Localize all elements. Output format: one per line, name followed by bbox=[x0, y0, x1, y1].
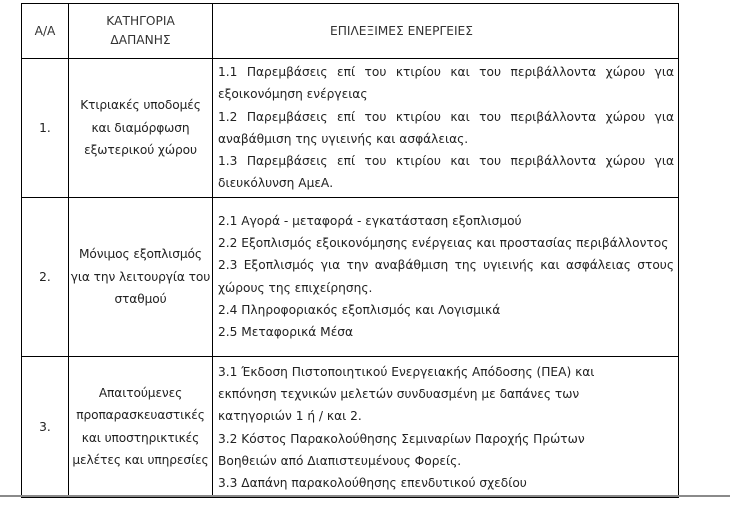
header-eligible-actions: ΕΠΙΛΕΞΙΜΕΣ ΕΝΕΡΓΕΙΕΣ bbox=[213, 4, 679, 59]
action-item: 2.3 Εξοπλισμός για την αναβάθμιση της υγιεινής και ασφάλειας στους χώρους της επιχείρησης. bbox=[218, 258, 674, 295]
action-item: 2.4 Πληροφοριακός εξοπλισμός και Λογισμικά bbox=[218, 303, 501, 318]
header-category-line1: ΚΑΤΗΓΟΡΙΑ bbox=[106, 14, 175, 28]
action-item: 3.1 Έκδοση Πιστοποιητικού Ενεργειακής Απόδοσης (ΠΕΑ) και εκπόνηση τεχνικών μελετών συνδυασμένη με δαπάνες των κατηγοριών 1 ή / και 2. bbox=[218, 364, 595, 424]
action-item: 3.3 Δαπάνη παρακολούθησης επενδυτικού σχεδίου bbox=[218, 476, 527, 491]
table-row bbox=[22, 59, 679, 198]
table-row bbox=[22, 197, 679, 356]
header-category bbox=[69, 4, 213, 59]
page-divider bbox=[0, 495, 730, 497]
row-category: Κτιριακές υποδομές και διαμόρφωση εξωτερικού χώρου bbox=[69, 59, 213, 198]
row-actions bbox=[213, 356, 679, 497]
row-actions bbox=[213, 197, 679, 356]
header-aa: Α/Α bbox=[22, 4, 69, 59]
action-item: 1.3 Παρεμβάσεις επί του κτιρίου και του περιβάλλοντα χώρου για διευκόλυνση ΑμεΑ. bbox=[218, 154, 674, 191]
table-row bbox=[22, 356, 679, 497]
action-item: 2.2 Εξοπλισμός εξοικονόμησης ενέργειας και προστασίας περιβάλλοντος bbox=[218, 236, 669, 251]
action-item: 3.2 Κόστος Παρακολούθησης Σεμιναρίων Παροχής Πρώτων Βοηθειών από Διαπιστευμένους Φορείς. bbox=[218, 431, 585, 468]
action-item: 2.5 Μεταφορικά Μέσα bbox=[218, 325, 354, 340]
table-header-row bbox=[22, 4, 679, 59]
row-number: 2. bbox=[22, 197, 69, 356]
row-category: Μόνιμος εξοπλισμός για την λειτουργία του σταθμού bbox=[69, 197, 213, 356]
row-number: 3. bbox=[22, 356, 69, 497]
row-actions bbox=[213, 59, 679, 198]
row-number: 1. bbox=[22, 59, 69, 198]
action-item: 1.1 Παρεμβάσεις επί του κτιρίου και του περιβάλλοντα χώρου για εξοικονόμηση ενέργειας bbox=[218, 65, 674, 102]
header-category-line2: ΔΑΠΑΝΗΣ bbox=[110, 33, 171, 47]
row-category: Απαιτούμενες προπαρασκευαστικές και υποστηρικτικές μελέτες και υπηρεσίες bbox=[69, 356, 213, 497]
eligible-expenses-table bbox=[21, 3, 679, 498]
action-item: 2.1 Αγορά - μεταφορά - εγκατάσταση εξοπλισμού bbox=[218, 213, 522, 228]
action-item: 1.2 Παρεμβάσεις επί του κτιρίου και του περιβάλλοντα χώρου για αναβάθμιση της υγιεινής και ασφάλειας. bbox=[218, 109, 674, 146]
